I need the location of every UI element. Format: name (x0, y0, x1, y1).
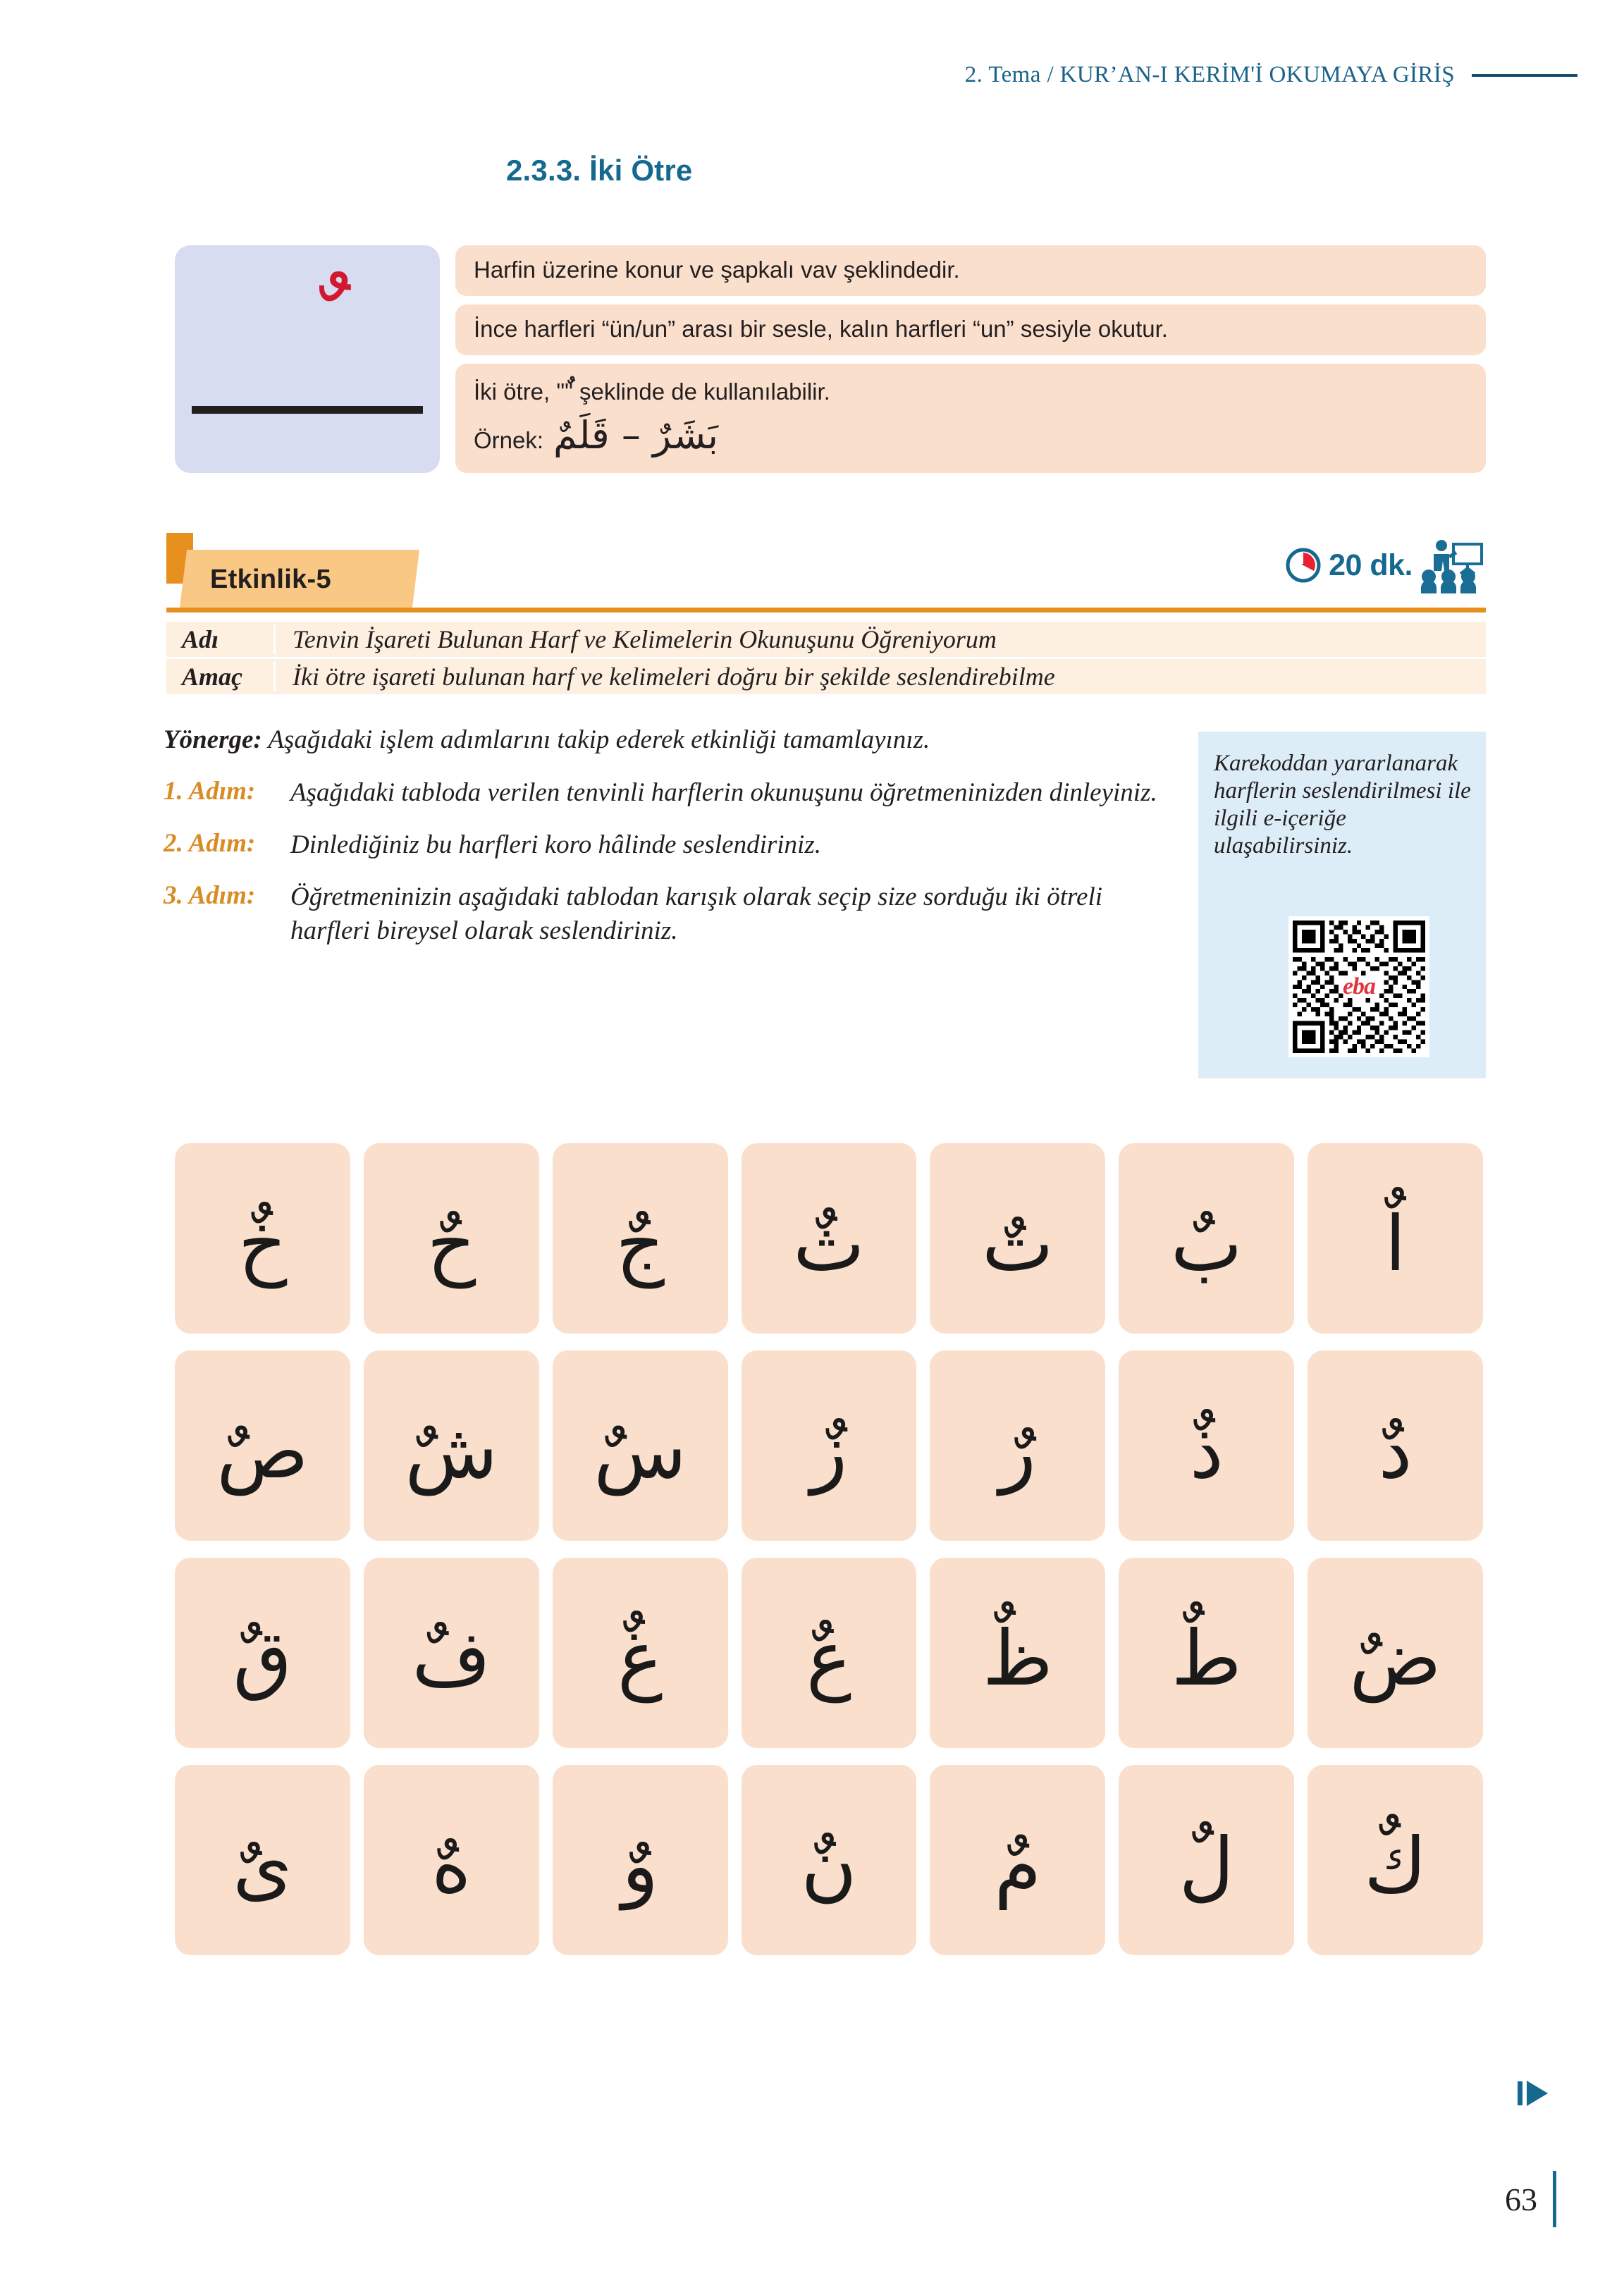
letter-card-dal[interactable]: دٌ (1308, 1350, 1483, 1541)
step-text: Aşağıdaki tabloda verilen tenvinli harflerin okunuşunu öğretmeninizden dinleyiniz. (290, 778, 1157, 807)
running-head (965, 62, 1577, 88)
example-arabic-text: بَشَرٌ – قَلَمٌ (553, 413, 719, 458)
letter-card-kaf[interactable]: كٌ (1308, 1765, 1483, 1955)
qr-code-icon[interactable] (1288, 916, 1429, 1057)
letter-card-nun[interactable]: نٌ (742, 1765, 917, 1955)
letter-card-alif[interactable]: اٌ (1308, 1143, 1483, 1334)
qr-panel (1198, 732, 1486, 1078)
letter-card-ta[interactable]: تٌ (930, 1143, 1105, 1334)
clock-icon (1285, 547, 1322, 584)
letter-card-zah[interactable]: ظٌ (930, 1558, 1105, 1748)
letter-card-ya[interactable]: ىٌ (175, 1765, 350, 1955)
letter-card-waw[interactable]: وٌ (553, 1765, 728, 1955)
eba-logo: eba (1342, 973, 1376, 999)
banner-rule (166, 608, 1486, 612)
usage-line (474, 374, 1468, 408)
page-number-rule (1553, 2171, 1556, 2227)
activity-label: Etkinlik-5 (210, 565, 331, 594)
step-label: 1. Adım: (164, 777, 256, 806)
letter-grid (175, 1143, 1483, 1955)
letter-card-tah[interactable]: طٌ (1119, 1558, 1294, 1748)
directive-text: Aşağıdaki işlem adımlarını takip ederek etkinliği tamamlayınız. (262, 725, 930, 754)
next-arrow-icon[interactable] (1518, 2081, 1548, 2106)
info-bars (455, 245, 1486, 473)
instruction-step-1 (164, 776, 1171, 810)
letter-card-ha[interactable]: حٌ (364, 1143, 539, 1334)
table-row (166, 657, 1486, 694)
example-line (474, 414, 1468, 457)
letter-card-dhal[interactable]: ذٌ (1119, 1350, 1294, 1541)
letter-card-dad[interactable]: ضٌ (1308, 1558, 1483, 1748)
letter-card-ba[interactable]: بٌ (1119, 1143, 1294, 1334)
meta-value-amac: İki ötre işareti bulunan harf ve kelimeleri doğru bir şekilde seslendirebilme (273, 662, 1486, 691)
directive (164, 725, 1171, 755)
info-block (175, 245, 1486, 473)
letter-card-tha[interactable]: ثٌ (742, 1143, 917, 1334)
instruction-step-2 (164, 828, 1171, 862)
letter-card-mim[interactable]: مٌ (930, 1765, 1105, 1955)
instruction-step-3 (164, 880, 1171, 948)
page-number: 63 (1505, 2181, 1537, 2217)
letter-card-heh[interactable]: هٌ (364, 1765, 539, 1955)
instructions (164, 725, 1171, 966)
example-label: Örnek: (474, 427, 544, 454)
qr-code-pattern (1293, 921, 1425, 1053)
table-row (166, 622, 1486, 657)
directive-label: Yönerge: (164, 725, 262, 754)
tanween-damma-mark-icon (168, 275, 447, 381)
letter-card-lam[interactable]: لٌ (1119, 1765, 1294, 1955)
next-arrow-bar (1518, 2081, 1522, 2105)
usage-prefix: İki ötre, " (474, 378, 565, 405)
letter-card-fa[interactable]: فٌ (364, 1558, 539, 1748)
activity-banner (166, 527, 1486, 610)
info-bar-usage (455, 364, 1486, 473)
letter-card-ghayn[interactable]: غٌ (553, 1558, 728, 1748)
page-title: 2.3.3. İki Ötre (506, 154, 693, 187)
meta-key-adi: Adı (182, 625, 219, 653)
baseline-rule (192, 406, 423, 414)
letter-card-shin[interactable]: شٌ (364, 1350, 539, 1541)
letter-card-qaf[interactable]: قٌ (175, 1558, 350, 1748)
running-head-text: 2. Tema / KUR’AN-I KERİM'İ OKUMAYA GİRİŞ (964, 62, 1455, 87)
info-bar-pronunciation: İnce harfleri “ün/un” arası bir sesle, kalın harfleri “un” sesiyle okutur. (455, 304, 1486, 355)
running-head-rule (1472, 74, 1577, 77)
page-footer (1505, 2171, 1556, 2227)
whole-class-icon (1420, 537, 1484, 593)
qr-caption: Karekoddan yararlanarak harflerin seslendirilmesi ile ilgili e-içeriğe ulaşabilirsiniz. (1214, 751, 1471, 858)
activity-duration: 20 dk. (1329, 548, 1413, 582)
step-label: 2. Adım: (164, 829, 256, 858)
step-label: 3. Adım: (164, 881, 256, 911)
activity-meta (1285, 537, 1484, 593)
tanween-glyph-card (175, 245, 440, 473)
activity-meta-table (166, 622, 1486, 694)
letter-card-zay[interactable]: زٌ (742, 1350, 917, 1541)
letter-card-sin[interactable]: سٌ (553, 1350, 728, 1541)
letter-card-jim[interactable]: جٌ (553, 1143, 728, 1334)
letter-card-sad[interactable]: صٌ (175, 1350, 350, 1541)
meta-value-adi: Tenvin İşareti Bulunan Harf ve Kelimelerin Okunuşunu Öğreniyorum (273, 624, 1486, 654)
next-arrow-triangle (1527, 2081, 1548, 2106)
letter-card-ra[interactable]: رٌ (930, 1350, 1105, 1541)
letter-card-kha[interactable]: خٌ (175, 1143, 350, 1334)
letter-card-ayn[interactable]: عٌ (742, 1558, 917, 1748)
meta-key-amac: Amaç (182, 663, 242, 691)
usage-suffix: " şeklinde de kullanılabilir. (565, 378, 830, 405)
step-text: Dinlediğiniz bu harfleri koro hâlinde seslendiriniz. (290, 830, 821, 860)
step-text: Öğretmeninizin aşağıdaki tablodan karışık olarak seçip size sorduğu iki ötreli harfleri bireysel olarak seslendiriniz. (290, 882, 1103, 946)
info-bar-shape: Harfin üzerine konur ve şapkalı vav şeklindedir. (455, 245, 1486, 296)
